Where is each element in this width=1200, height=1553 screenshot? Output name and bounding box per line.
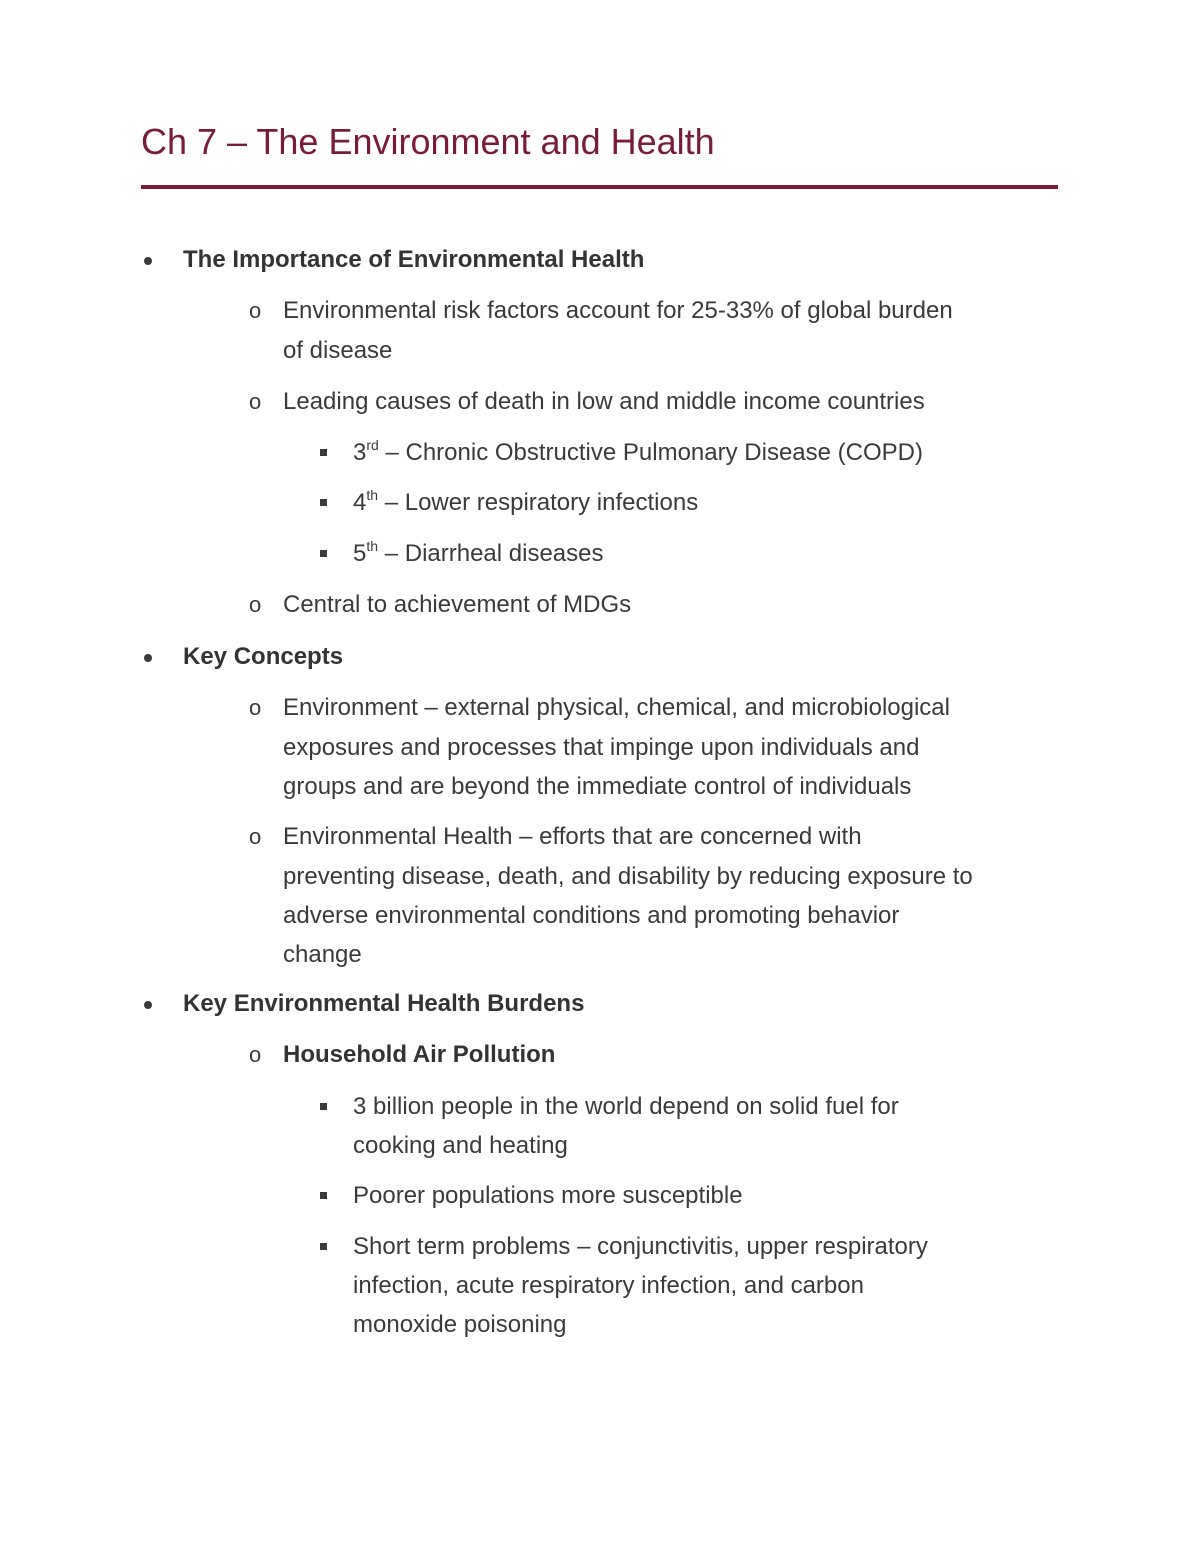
- sub-list-item: [353, 488, 698, 518]
- list-item-line: of disease: [283, 337, 393, 364]
- circle-bullet-icon: o: [249, 695, 262, 720]
- ordinal-suffix: th: [366, 487, 379, 503]
- circle-bullet-icon: o: [249, 592, 262, 617]
- square-bullet-icon: [320, 1103, 327, 1110]
- sub-list-item-text: – Lower respiratory infections: [378, 489, 699, 516]
- list-item-line: groups and are beyond the immediate control of individuals: [283, 773, 912, 800]
- sub-list-item-text: – Diarrheal diseases: [378, 540, 604, 567]
- sub-list-item-line: monoxide poisoning: [353, 1311, 567, 1338]
- square-bullet-icon: [320, 550, 327, 557]
- section-heading: The Importance of Environmental Health: [183, 246, 645, 273]
- square-bullet-icon: [320, 1243, 327, 1250]
- ordinal-suffix: rd: [366, 437, 379, 453]
- sub-list-item-line: cooking and heating: [353, 1132, 568, 1159]
- list-item-line: change: [283, 941, 362, 968]
- list-item-line: Environmental Health – efforts that are concerned with: [283, 823, 862, 850]
- list-item-line: adverse environmental conditions and promoting behavior: [283, 902, 900, 929]
- list-item-line: exposures and processes that impinge upon individuals and: [283, 734, 920, 761]
- square-bullet-icon: [320, 449, 327, 456]
- sub-list-item-line: 3 billion people in the world depend on solid fuel for: [353, 1093, 899, 1120]
- square-bullet-icon: [320, 499, 327, 506]
- list-item-line: Leading causes of death in low and middle income countries: [283, 388, 925, 415]
- subsection-heading: Household Air Pollution: [283, 1041, 556, 1068]
- ordinal-suffix: th: [366, 538, 379, 554]
- list-item-line: Environmental risk factors account for 25-33% of global burden: [283, 297, 953, 324]
- list-item-line: Central to achievement of MDGs: [283, 591, 632, 618]
- sub-list-item: [353, 539, 604, 569]
- page-title: Ch 7 – The Environment and Health: [141, 121, 715, 162]
- section-heading: Key Environmental Health Burdens: [183, 990, 585, 1017]
- square-bullet-icon: [320, 1192, 327, 1199]
- circle-bullet-icon: o: [249, 298, 262, 323]
- title-divider: [141, 185, 1058, 189]
- ordinal-number: 4: [353, 489, 367, 516]
- circle-bullet-icon: o: [249, 1042, 262, 1067]
- sub-list-item-line: Short term problems – conjunctivitis, upper respiratory: [353, 1233, 928, 1260]
- list-item-line: preventing disease, death, and disability by reducing exposure to: [283, 863, 973, 890]
- circle-bullet-icon: o: [249, 824, 262, 849]
- section-heading: Key Concepts: [183, 643, 344, 670]
- bullet-dot-icon: [144, 654, 152, 662]
- sub-list-item: [353, 438, 923, 468]
- bullet-dot-icon: [144, 257, 152, 265]
- list-item-line: Environment – external physical, chemical, and microbiological: [283, 694, 950, 721]
- ordinal-number: 5: [353, 540, 367, 567]
- sub-list-item-line: infection, acute respiratory infection, and carbon: [353, 1272, 864, 1299]
- bullet-dot-icon: [144, 1001, 152, 1009]
- circle-bullet-icon: o: [249, 389, 262, 414]
- ordinal-number: 3: [353, 439, 367, 466]
- sub-list-item-line: Poorer populations more susceptible: [353, 1182, 743, 1209]
- sub-list-item-text: – Chronic Obstructive Pulmonary Disease (COPD): [378, 439, 923, 466]
